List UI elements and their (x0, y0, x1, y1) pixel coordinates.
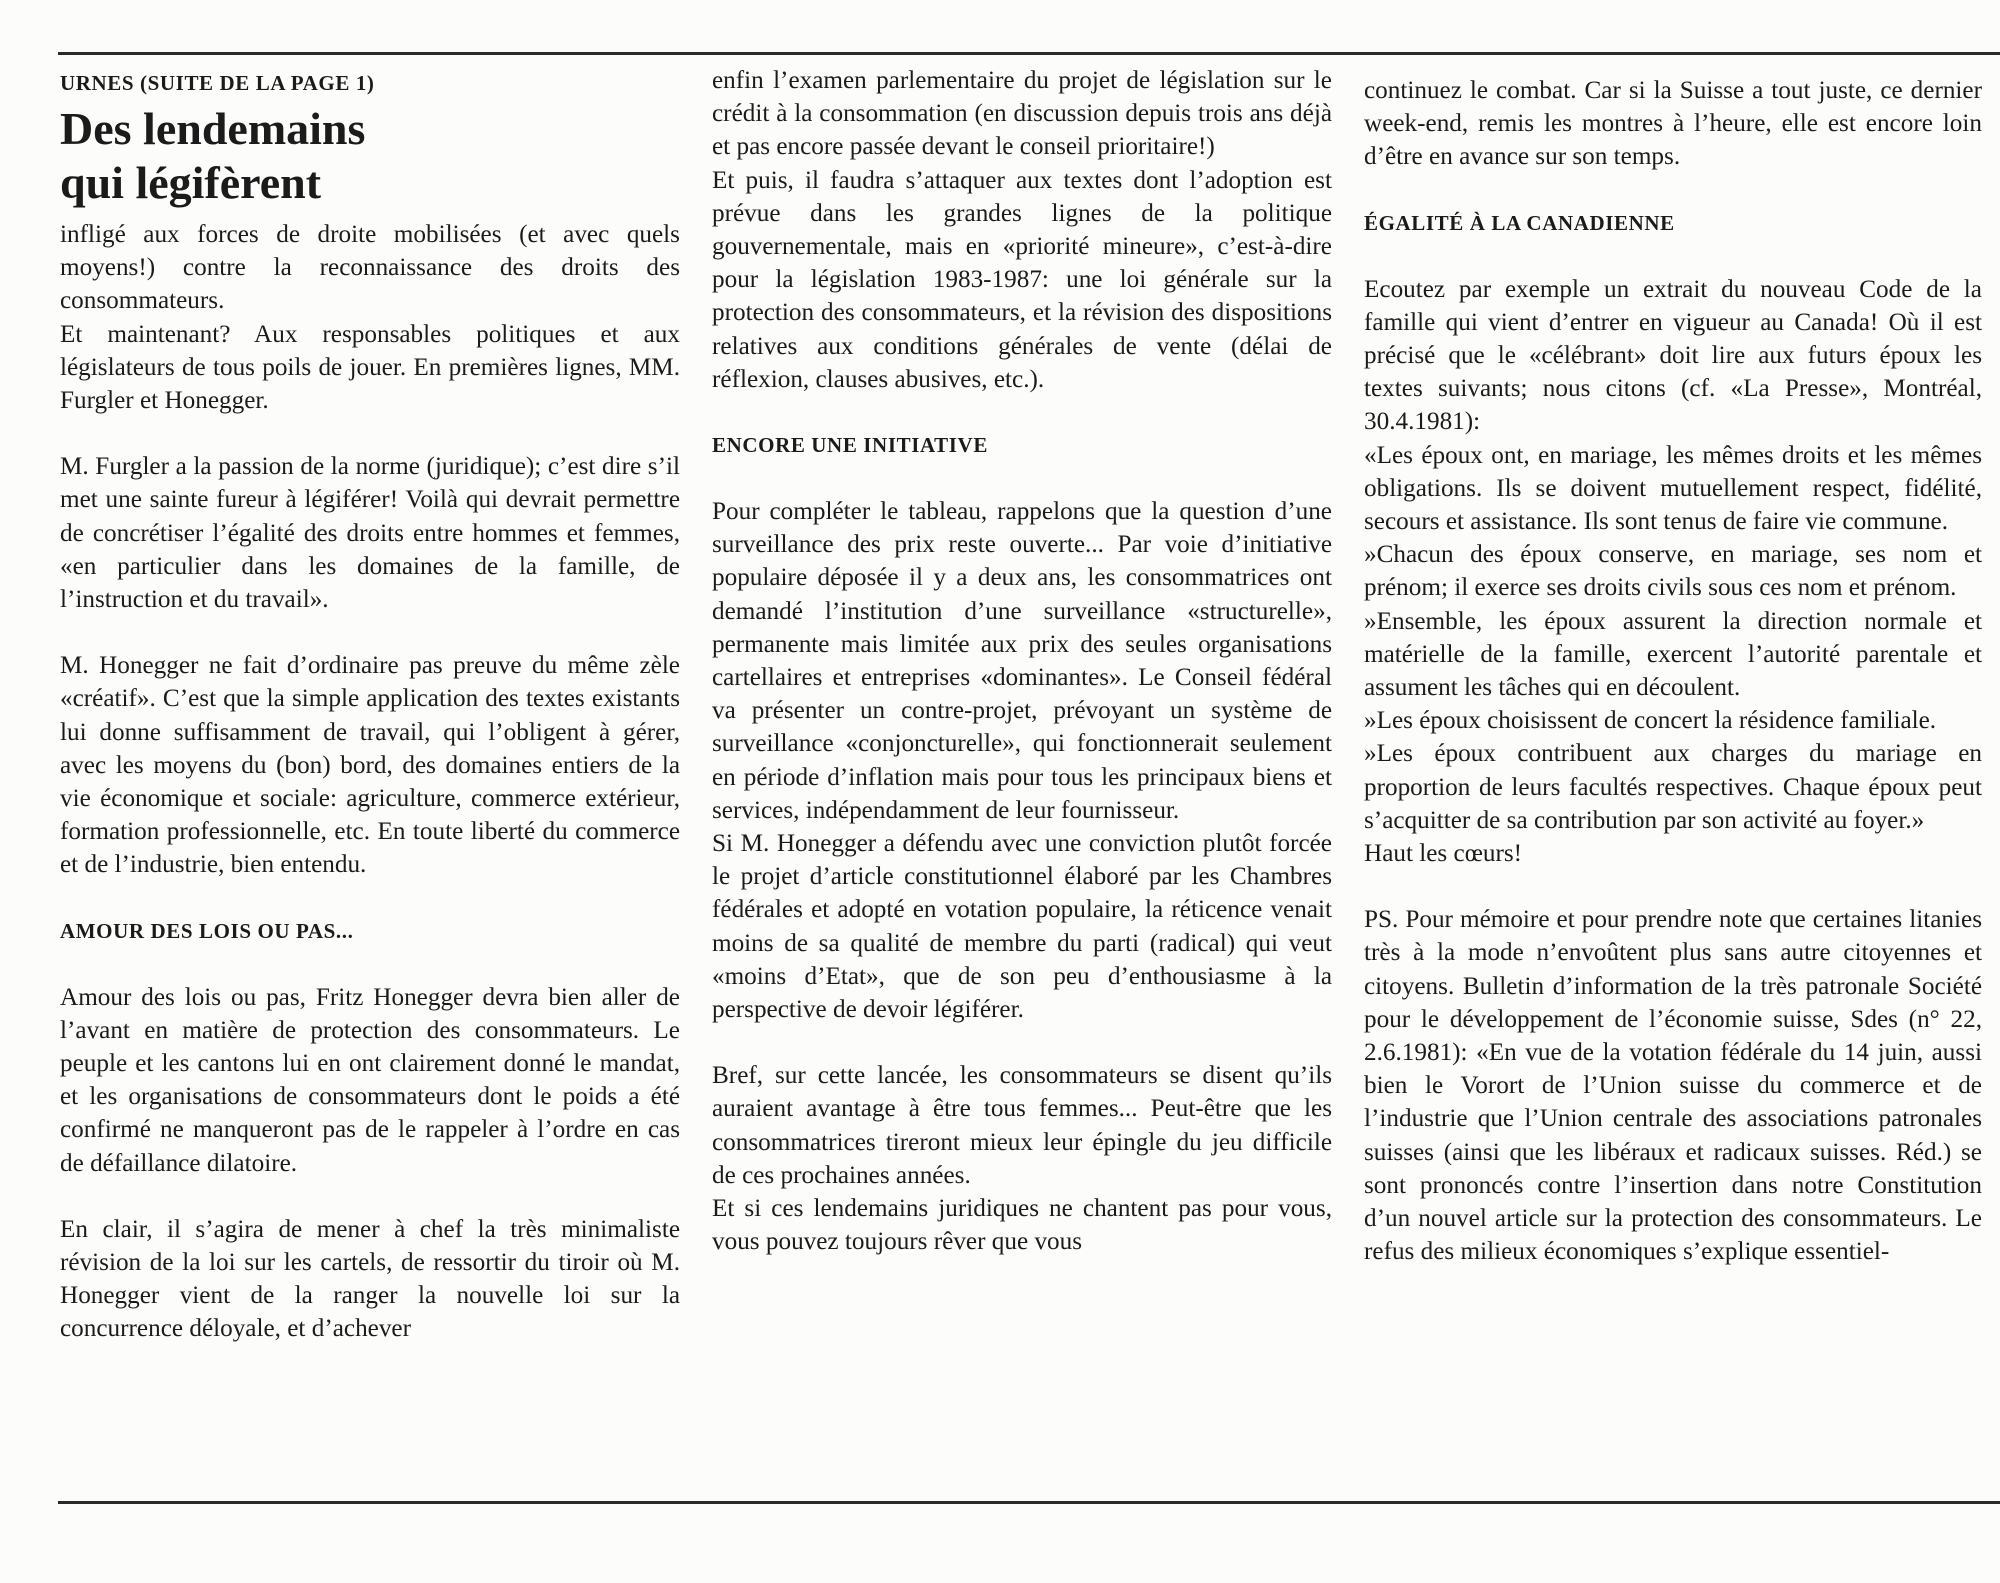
paragraph: M. Honegger ne fait d’ordinaire pas preuve du même zèle «créatif». C’est que la simple application des textes existants lui donne suffisamment de travail, qui l’obligent à gérer, avec les moyens du (bon) bord, des domaines entiers de la vie économique et sociale: agriculture, commerce extérieur, formation professionnelle, etc. En toute liberté du commerce et de l’industrie, bien entendu. (60, 652, 680, 879)
paragraph: M. Furgler a la passion de la norme (juridique); c’est dire s’il met une sainte fureur à légiférer! Voilà qui devrait permettre de concrétiser l’égalité des droits entre hommes et femmes, «en particulier dans les domaines de la famille, de l’instruction et du travail». (60, 453, 680, 614)
quote-paragraph: »Les époux contribuent aux charges du mariage en proportion de leurs facultés respectives. Chaque époux peut s’acquitter de sa contribution par son activité au foyer.» (1364, 740, 1982, 834)
quote-paragraph: »Chacun des époux conserve, en mariage, ses nom et prénom; il exerce ses droits civils sous ces nom et prénom. (1364, 541, 1982, 602)
paragraph: Amour des lois ou pas, Fritz Honegger devra bien aller de l’avant en matière de protection des consommateurs. Le peuple et les cantons lui en ont clairement donné le mandat, et les organisations de consommateurs dont le poids a été confirmé ne manqueront pas de le rappeler à l’ordre en cas de défaillance dilatoire. (60, 983, 680, 1177)
bottom-rule (58, 1501, 2000, 1504)
paragraph: Haut les cœurs! (1364, 840, 1523, 868)
quote-paragraph: »Ensemble, les époux assurent la direction normale et matérielle de la famille, exercent l’autorité parentale et assument les tâches qui en découlent. (1364, 607, 1982, 702)
paragraph: Pour compléter le tableau, rappelons que la question d’une surveillance des prix reste ouverte... Par voie d’initiative populaire déposée il y a deux ans, les consommatrices ont demandé l’institution d’une surveillance «structurelle», permanente mais limitée aux prix des seules organisations cartellaires et entreprises «dominantes». Le Conseil fédéral va présenter un contre-projet, prévoyant un système de surveillance «conjoncturelle», qui fonctionnerait seulement en période d’inflation mais pour tous les principaux biens et services, indépendamment de leur fournisseur. (712, 498, 1332, 824)
column-3 (1364, 74, 1982, 1269)
paragraph: En clair, il s’agira de mener à chef la très minimaliste révision de la loi sur les cartels, de ressortir du tiroir où M. Honegger vient de la ranger la nouvelle loi sur la concurrence déloyale, et d’achever (60, 1215, 680, 1343)
paragraph: Ecoutez par exemple un extrait du nouveau Code de la famille qui vient d’entrer en vigueur au Canada! Où il est précisé que le «célébrant» doit lire aux futurs époux les textes suivants; nous citons (cf. «La Presse», Montréal, 30.4.1981): (1364, 275, 1982, 436)
paragraph: enfin l’examen parlementaire du projet de législation sur le crédit à la consommation (en discussion depuis trois ans déjà et pas encore passée devant le conseil prioritaire!) (712, 67, 1332, 161)
paragraph: infligé aux forces de droite mobilisées (et avec quels moyens!) contre la reconnaissance des droits des consommateurs. (60, 221, 680, 315)
paragraph: Et maintenant? Aux responsables politiques et aux législateurs de tous poils de jouer. En premières lignes, MM. Furgler et Honegger. (60, 320, 680, 415)
section-heading: AMOUR DES LOIS OU PAS... (60, 918, 354, 943)
quote-paragraph: «Les époux ont, en mariage, les mêmes droits et les mêmes obligations. Ils se doivent mutuellement respect, fidélité, secours et assistance. Ils sont tenus de faire vie commune. (1364, 441, 1982, 536)
paragraph: Si M. Honegger a défendu avec une conviction plutôt forcée le projet d’article constitutionnel élaboré par les Chambres fédérales et adopté en votation populaire, la réticence venait moins de sa qualité de membre du parti (radical) qui veut «moins d’Etat», que de son peu d’enthousiasme à la perspective de devoir légiférer. (712, 830, 1332, 1024)
section-heading: ÉGALITÉ À LA CANADIENNE (1364, 210, 1675, 235)
paragraph: PS. Pour mémoire et pour prendre note que certaines litanies très à la mode n’envoûtent plus sans autre citoyennes et citoyens. Bulletin d’information de la très patronale Société pour le développement de l’économie suisse, Sdes (n° 22, 2.6.1981): «En vue de la votation fédérale du 14 juin, aussi bien le Vorort de l’Union suisse du commerce et de l’industrie que l’Union centrale des associations patronales suisses (ainsi que les libéraux et radicaux suisses. Réd.) se sont prononcés contre l’insertion dans notre Constitution d’un nouvel article sur la protection des consommateurs. Le refus des milieux économiques s’explique essentiel- (1364, 906, 1982, 1266)
section-heading: ENCORE UNE INITIATIVE (712, 433, 988, 458)
quote-paragraph: »Les époux choisissent de concert la résidence familiale. (1364, 707, 1937, 735)
title-line-1: Des lendemains (60, 103, 366, 154)
paragraph: Et si ces lendemains juridiques ne chantent pas pour vous, vous pouvez toujours rêver que vous (712, 1195, 1332, 1256)
paragraph: Et puis, il faudra s’attaquer aux textes dont l’adoption est prévue dans les grandes lignes de la politique gouvernementale, mais en «priorité mineure», c’est-à-dire pour la législation 1983-1987: une loi générale sur la protection des consommateurs, et la révision des dispositions relatives aux conditions générales de vente (délai de réflexion, clauses abusives, etc.). (712, 166, 1332, 393)
column-2 (712, 64, 1332, 1259)
article-title (60, 102, 680, 210)
column-1 (60, 68, 680, 1346)
top-rule (58, 52, 2000, 55)
paragraph: continuez le combat. Car si la Suisse a tout juste, ce dernier week-end, remis les montres à l’heure, elle est encore loin d’être en avance sur son temps. (1364, 77, 1982, 171)
paragraph: Bref, sur cette lancée, les consommateurs se disent qu’ils auraient avantage à être tous femmes... Peut-être que les consommatrices tireront mieux leur épingle du jeu difficile de ces prochaines années. (712, 1062, 1332, 1189)
kicker: URNES (SUITE DE LA PAGE 1) (60, 71, 375, 95)
title-line-2: qui légifèrent (60, 157, 322, 208)
